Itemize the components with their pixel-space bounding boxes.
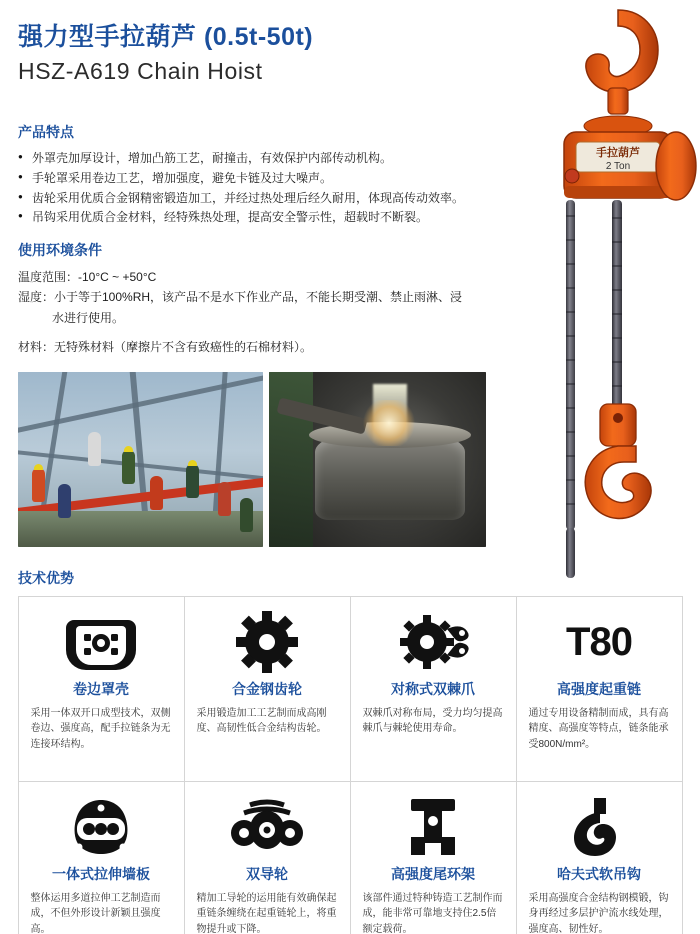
environment-line: 温度范围：-10°C ~ +50°C (18, 270, 157, 284)
tech-card-title: 哈夫式软吊钩 (557, 865, 641, 882)
environment-line: 水进行使用。 (52, 310, 125, 325)
worker-figure (122, 450, 135, 484)
tech-card-grid (18, 596, 682, 934)
high-strength-tail-frame-icon (405, 796, 461, 858)
environment-heading: 使用环境条件 (18, 242, 102, 258)
tech-card (516, 781, 683, 934)
tech-card-desc: 该部件通过特种铸造工艺制作而成，能非常可靠地支持住2.5倍额定载荷。 (362, 892, 503, 934)
welding-vessel-photo (269, 372, 486, 547)
tech-card-title: 一体式拉伸墙板 (52, 865, 150, 882)
hand-chain-left (566, 200, 575, 530)
tech-card-desc: 双棘爪对称布局，受力均匀提高棘爪与棘轮使用寿命。 (362, 707, 503, 734)
rolled-edge-housing-icon (64, 611, 138, 673)
side-wall (269, 372, 313, 547)
tech-card-title: 高强度尾环架 (391, 865, 475, 882)
product-label-capacity: 2 Ton (605, 161, 631, 172)
tech-card-desc: 通过专用设备精制而成，具有高精度、高强度等特点，链条能承受800N/mm²。 (528, 707, 669, 750)
tech-card (184, 596, 351, 782)
tech-card (350, 781, 517, 934)
t80-grade-chain-icon (566, 611, 632, 673)
load-chain-right (612, 200, 622, 410)
ground-area (18, 511, 263, 547)
tech-card (18, 781, 185, 934)
list-item: ● 齿轮采用优质合金钢精密锻造加工，并经过热处理后经久耐用，体现高传动效率。 (18, 189, 498, 209)
t80-badge-label: T80 (566, 619, 632, 664)
environment-line: 湿度：小于等于100%RH，该产品不是水下作业产品，不能长期受潮、禁止雨淋、浸 (18, 290, 463, 305)
tech-card-desc: 采用高强度合金结构钢模锻，钩身再经过多层护沪流水线处理，强度高、韧性好。 (528, 892, 669, 934)
page-header (18, 22, 488, 85)
tech-heading: 技术优势 (18, 570, 74, 586)
workers-scaffolding-photo (18, 372, 263, 547)
haff-soft-hook-icon (570, 796, 628, 858)
features-heading: 产品特点 (18, 124, 74, 140)
worker-figure (58, 484, 71, 518)
spacer (18, 328, 498, 337)
tech-card (184, 781, 351, 934)
tech-card (350, 596, 517, 782)
tech-card-title: 对称式双棘爪 (391, 680, 475, 697)
double-guide-wheel-icon (228, 796, 306, 858)
helmet-icon (124, 446, 133, 452)
tech-card-desc: 精加工导轮的运用能有效确保起重链条缠绕在起重链轮上，将重物提升或下降。 (196, 892, 337, 934)
integrated-stretch-wall-plate-icon (65, 796, 137, 858)
tech-card-desc: 整体运用多道拉伸工艺制造而成，不但外形设计新颖且强度高。 (30, 892, 161, 934)
tech-card-title: 合金钢齿轮 (232, 680, 302, 697)
helmet-icon (34, 464, 43, 470)
weld-glow (361, 400, 417, 446)
worker-figure (240, 498, 253, 532)
top-hook-icon (586, 10, 658, 114)
product-label-cn: 手拉葫芦 (596, 147, 640, 159)
tech-card-title: 双导轮 (246, 865, 288, 882)
tech-card (516, 596, 683, 782)
tech-card-desc: 采用锻造加工工艺制而成高刚度、高韧性低合金结构齿轮。 (196, 707, 327, 734)
page-title-en: HSZ-A619 Chain Hoist (18, 58, 263, 84)
features-section (18, 122, 498, 228)
worker-figure (150, 476, 163, 510)
page-title-cn: 强力型手拉葫芦 (0.5t-50t) (18, 23, 314, 51)
worker-figure (218, 482, 231, 516)
tech-card-title: 高强度起重链 (557, 680, 641, 697)
symmetric-double-pawl-icon (393, 611, 473, 673)
hoist-body (564, 116, 696, 200)
list-item: ● 手轮罩采用卷边工艺，增加强度，避免卡链及过大噪声。 (18, 169, 498, 189)
worker-figure (186, 464, 199, 498)
features-list (18, 149, 498, 228)
list-item: ● 吊钩采用优质合金材料，经特殊热处理，提高安全警示性，超载时不断裂。 (18, 208, 498, 228)
list-item: ● 外罩壳加厚设计，增加凸筋工艺，耐撞击，有效保护内部传动机构。 (18, 149, 498, 169)
tech-card-desc: 采用一体双开口成型技术，双侧卷边、强度高，配手拉链条为无连接环结构。 (30, 707, 171, 750)
product-illustration-svg (490, 0, 700, 580)
alloy-steel-gear-icon (236, 611, 298, 673)
photo-gallery (18, 372, 486, 547)
environment-line: 材料：无特殊材料（摩擦片不含有致癌性的石棉材料）。 (18, 340, 313, 355)
bottom-hook-icon (585, 404, 651, 518)
tech-advantages-section (18, 568, 682, 934)
helmet-icon (188, 460, 197, 466)
tech-card (18, 596, 185, 782)
tech-card-title: 卷边罩壳 (73, 680, 129, 697)
chain-hoist-product-image (490, 0, 700, 580)
worker-figure (88, 432, 101, 466)
environment-section (18, 240, 498, 358)
worker-figure (32, 468, 45, 502)
